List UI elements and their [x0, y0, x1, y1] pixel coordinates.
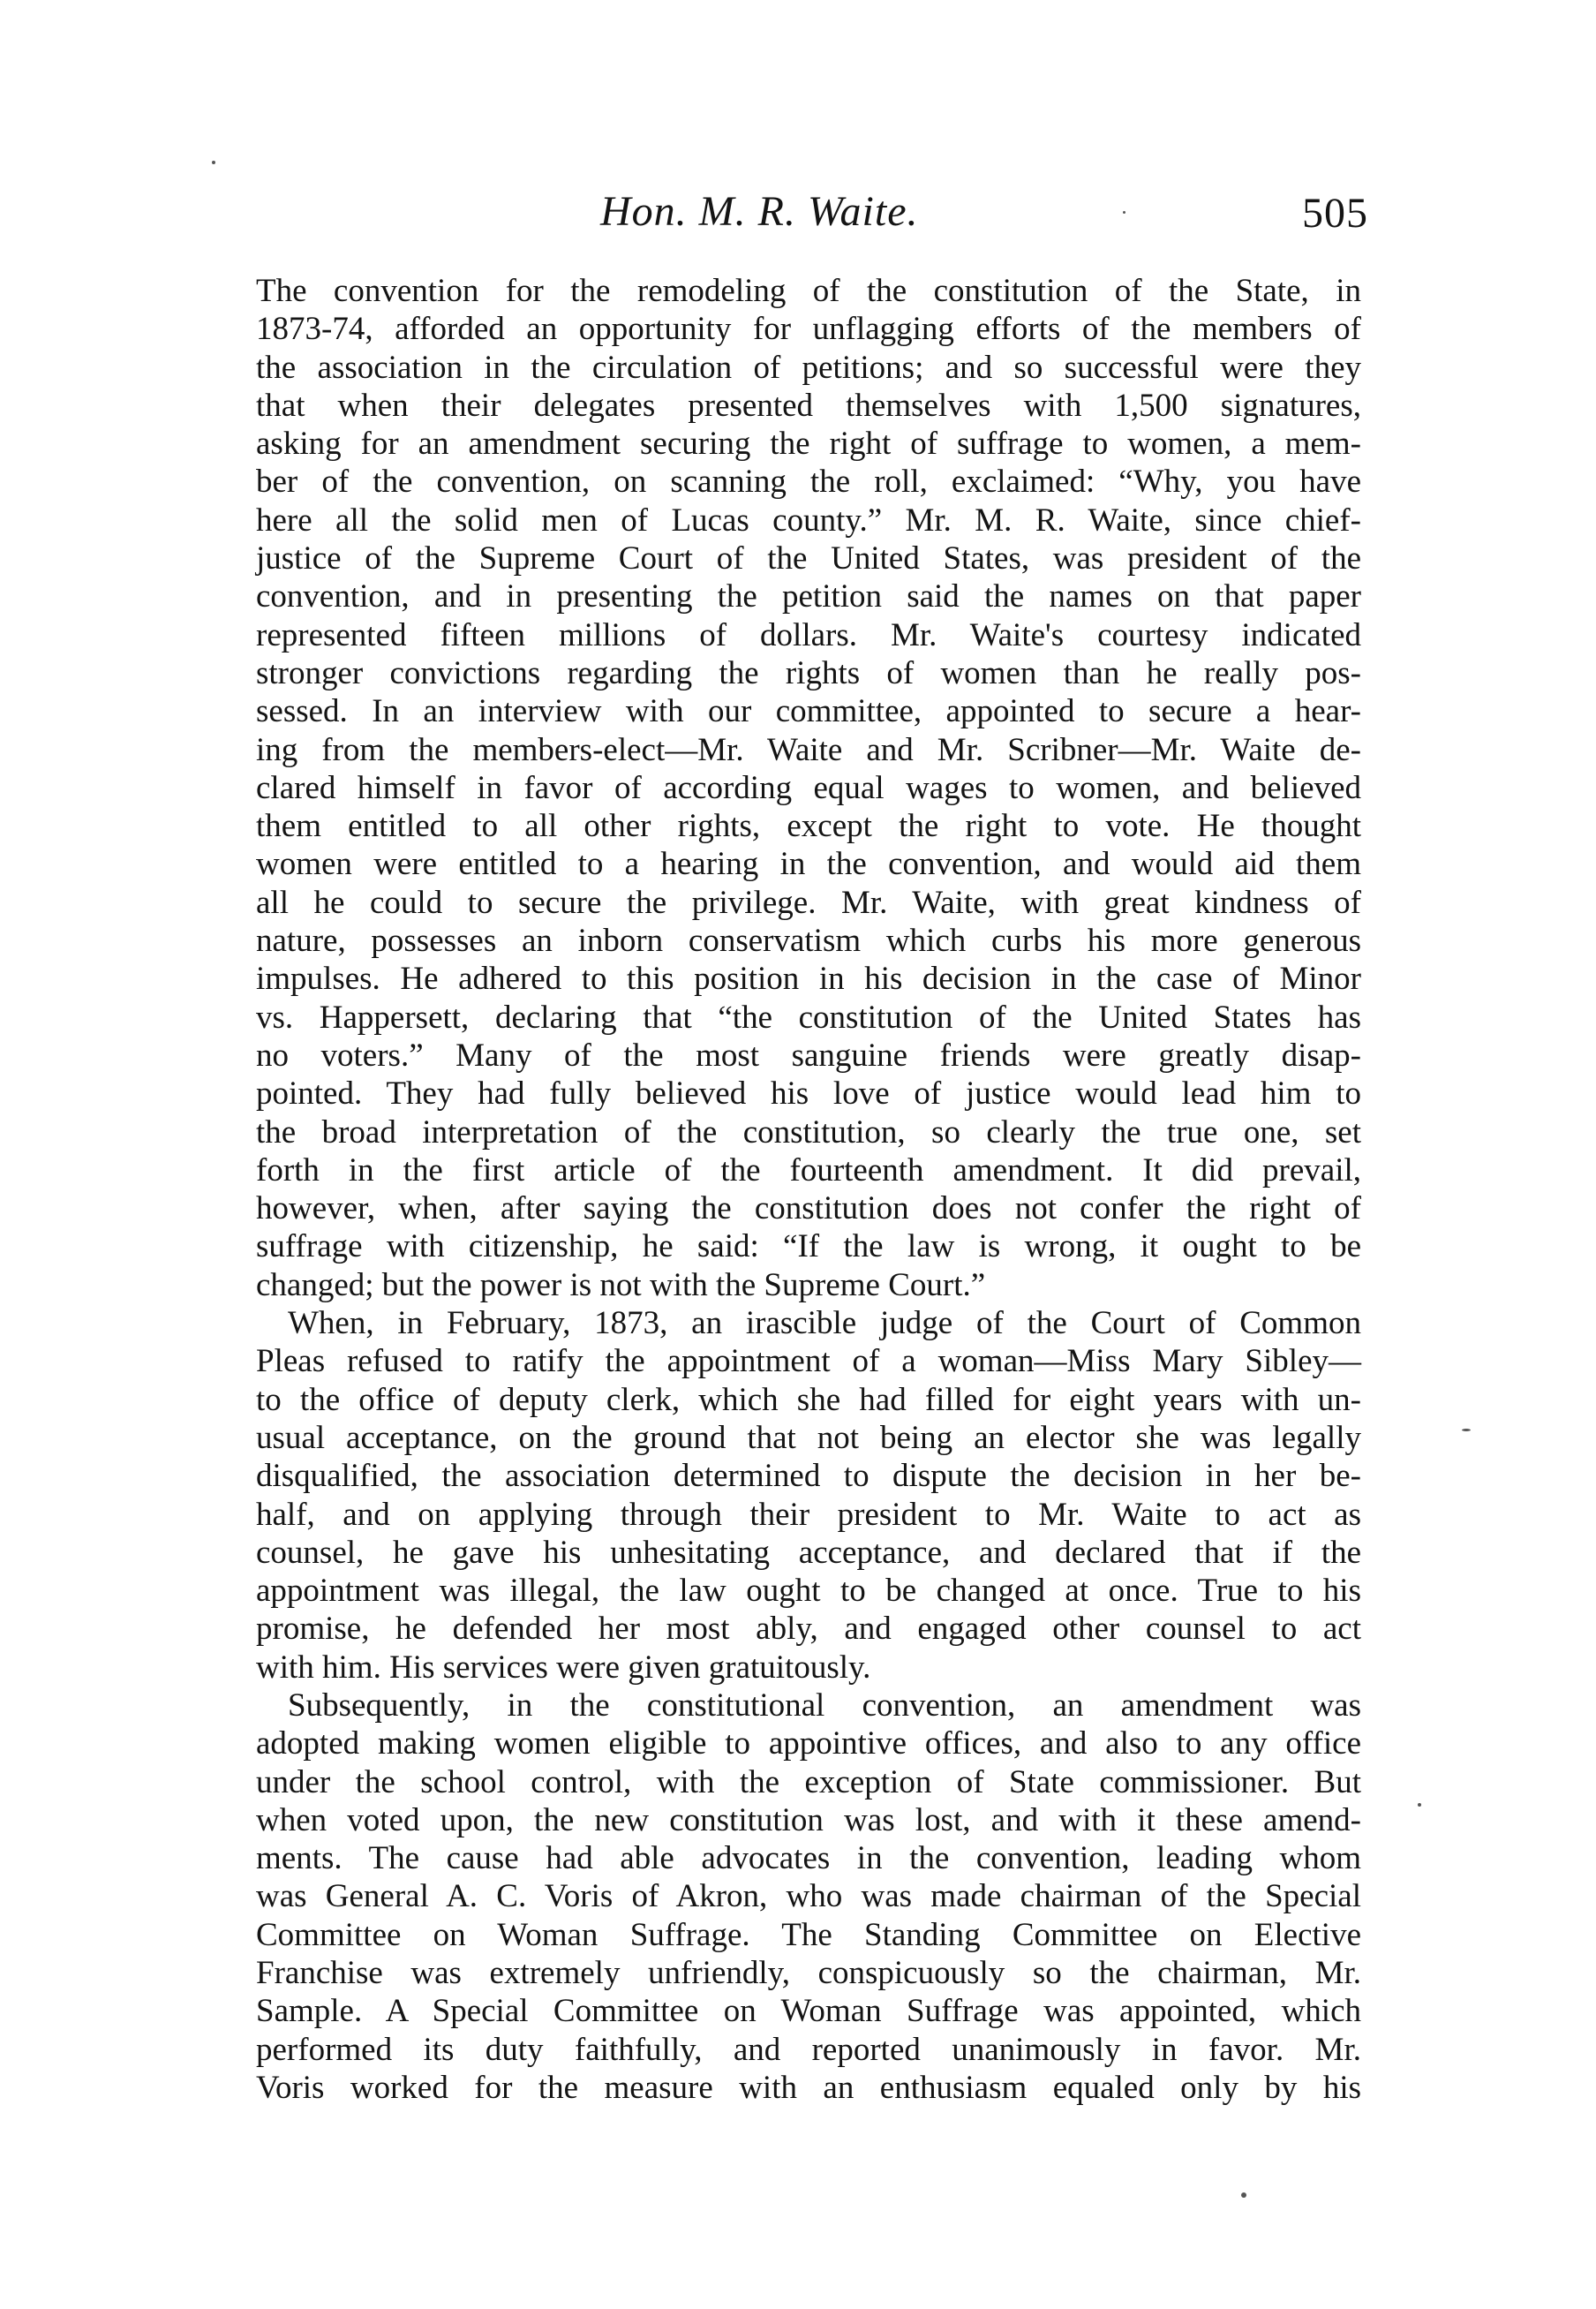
- paragraph-3: [256, 1686, 1361, 2107]
- text-line: ments. The cause had able advocates in the convention, leading whom: [256, 1840, 1361, 1877]
- text-line: Sample. A Special Committee on Woman Suffrage was appointed, which: [256, 1993, 1361, 2030]
- text-line: convention, and in presenting the petition said the names on that paper: [256, 578, 1361, 615]
- text-line: promise, he defended her most ably, and engaged other counsel to act: [256, 1611, 1361, 1648]
- body-text: [256, 272, 1361, 2107]
- text-line: clared himself in favor of according equal wages to women, and believed: [256, 769, 1361, 806]
- scan-speck: [1462, 1429, 1471, 1431]
- text-line: nature, possesses an inborn conservatism which curbs his more generous: [256, 923, 1361, 960]
- paragraph-1: [256, 272, 1361, 1304]
- text-line: impulses. He adhered to this position in his decision in the case of Minor: [256, 961, 1361, 998]
- text-line: to the office of deputy clerk, which she had filled for eight years with un-: [256, 1381, 1361, 1418]
- scan-speck: [1418, 1803, 1421, 1807]
- text-line: with him. His services were given gratuitously.: [256, 1649, 871, 1686]
- text-line: usual acceptance, on the ground that not being an elector she was legally: [256, 1419, 1361, 1456]
- text-line: Committee on Woman Suffrage. The Standing Committee on Elective: [256, 1916, 1361, 1953]
- text-line: asking for an amendment securing the right of suffrage to women, a mem-: [256, 426, 1361, 463]
- running-head: [256, 187, 1368, 249]
- text-line: women were entitled to a hearing in the convention, and would aid them: [256, 846, 1361, 883]
- text-line: justice of the Supreme Court of the United States, was president of the: [256, 540, 1361, 577]
- text-line: all he could to secure the privilege. Mr. Waite, with great kindness of: [256, 884, 1361, 921]
- scan-speck: [212, 161, 215, 164]
- text-line: The convention for the remodeling of the constitution of the State, in: [256, 273, 1361, 309]
- text-line: ing from the members-elect—Mr. Waite and Mr. Scribner—Mr. Waite de-: [256, 731, 1361, 768]
- text-line: vs. Happersett, declaring that “the constitution of the United States has: [256, 999, 1361, 1036]
- text-line: counsel, he gave his unhesitating acceptance, and declared that if the: [256, 1534, 1361, 1571]
- scan-speck: [1123, 211, 1125, 214]
- text-line: half, and on applying through their president to Mr. Waite to act as: [256, 1496, 1361, 1533]
- page-number: 505: [1302, 190, 1368, 237]
- text-line: performed its duty faithfully, and reported unanimously in favor. Mr.: [256, 2031, 1361, 2068]
- text-line: 1873-74, afforded an opportunity for unflagging efforts of the members of: [256, 311, 1361, 348]
- text-line: ber of the convention, on scanning the roll, exclaimed: “Why, you have: [256, 464, 1361, 501]
- text-line: Voris worked for the measure with an enthusiasm equaled only by his: [256, 2069, 1361, 2106]
- text-line: was General A. C. Voris of Akron, who was made chairman of the Special: [256, 1878, 1361, 1915]
- text-line: When, in February, 1873, an irascible judge of the Court of Common: [288, 1305, 1361, 1342]
- scan-speck: [1241, 2192, 1246, 2198]
- text-line: them entitled to all other rights, except the right to vote. He thought: [256, 808, 1361, 845]
- text-line: Pleas refused to ratify the appointment of a woman—Miss Mary Sibley—: [256, 1343, 1361, 1380]
- text-line: sessed. In an interview with our committee, appointed to secure a hear-: [256, 693, 1361, 730]
- text-line: Subsequently, in the constitutional convention, an amendment was: [288, 1686, 1361, 1724]
- text-line: no voters.” Many of the most sanguine friends were greatly disap-: [256, 1037, 1361, 1074]
- text-line: Franchise was extremely unfriendly, conspicuously so the chairman, Mr.: [256, 1955, 1361, 1992]
- paragraph-2: [256, 1304, 1361, 1686]
- text-line: changed; but the power is not with the Supreme Court.”: [256, 1266, 986, 1303]
- text-line: disqualified, the association determined to dispute the decision in her be-: [256, 1458, 1361, 1495]
- text-line: here all the solid men of Lucas county.” Mr. M. R. Waite, since chief-: [256, 502, 1361, 539]
- text-line: however, when, after saying the constitution does not confer the right of: [256, 1190, 1361, 1227]
- text-line: appointment was illegal, the law ought to be changed at once. True to his: [256, 1573, 1361, 1610]
- text-line: the broad interpretation of the constitution, so clearly the true one, set: [256, 1113, 1361, 1151]
- text-line: adopted making women eligible to appointive offices, and also to any office: [256, 1725, 1361, 1762]
- text-line: when voted upon, the new constitution was lost, and with it these amend-: [256, 1801, 1361, 1838]
- text-line: that when their delegates presented themselves with 1,500 signatures,: [256, 387, 1361, 424]
- text-line: pointed. They had fully believed his love of justice would lead him to: [256, 1075, 1361, 1113]
- text-line: the association in the circulation of petitions; and so successful were they: [256, 349, 1361, 386]
- text-line: stronger convictions regarding the rights of women than he really pos-: [256, 654, 1361, 691]
- text-line: forth in the first article of the fourteenth amendment. It did prevail,: [256, 1151, 1361, 1188]
- text-line: suffrage with citizenship, he said: “If the law is wrong, it ought to be: [256, 1228, 1361, 1265]
- text-line: represented fifteen millions of dollars. Mr. Waite's courtesy indicated: [256, 616, 1361, 653]
- text-line: under the school control, with the exception of State commissioner. But: [256, 1763, 1361, 1800]
- running-title: Hon. M. R. Waite.: [600, 188, 919, 235]
